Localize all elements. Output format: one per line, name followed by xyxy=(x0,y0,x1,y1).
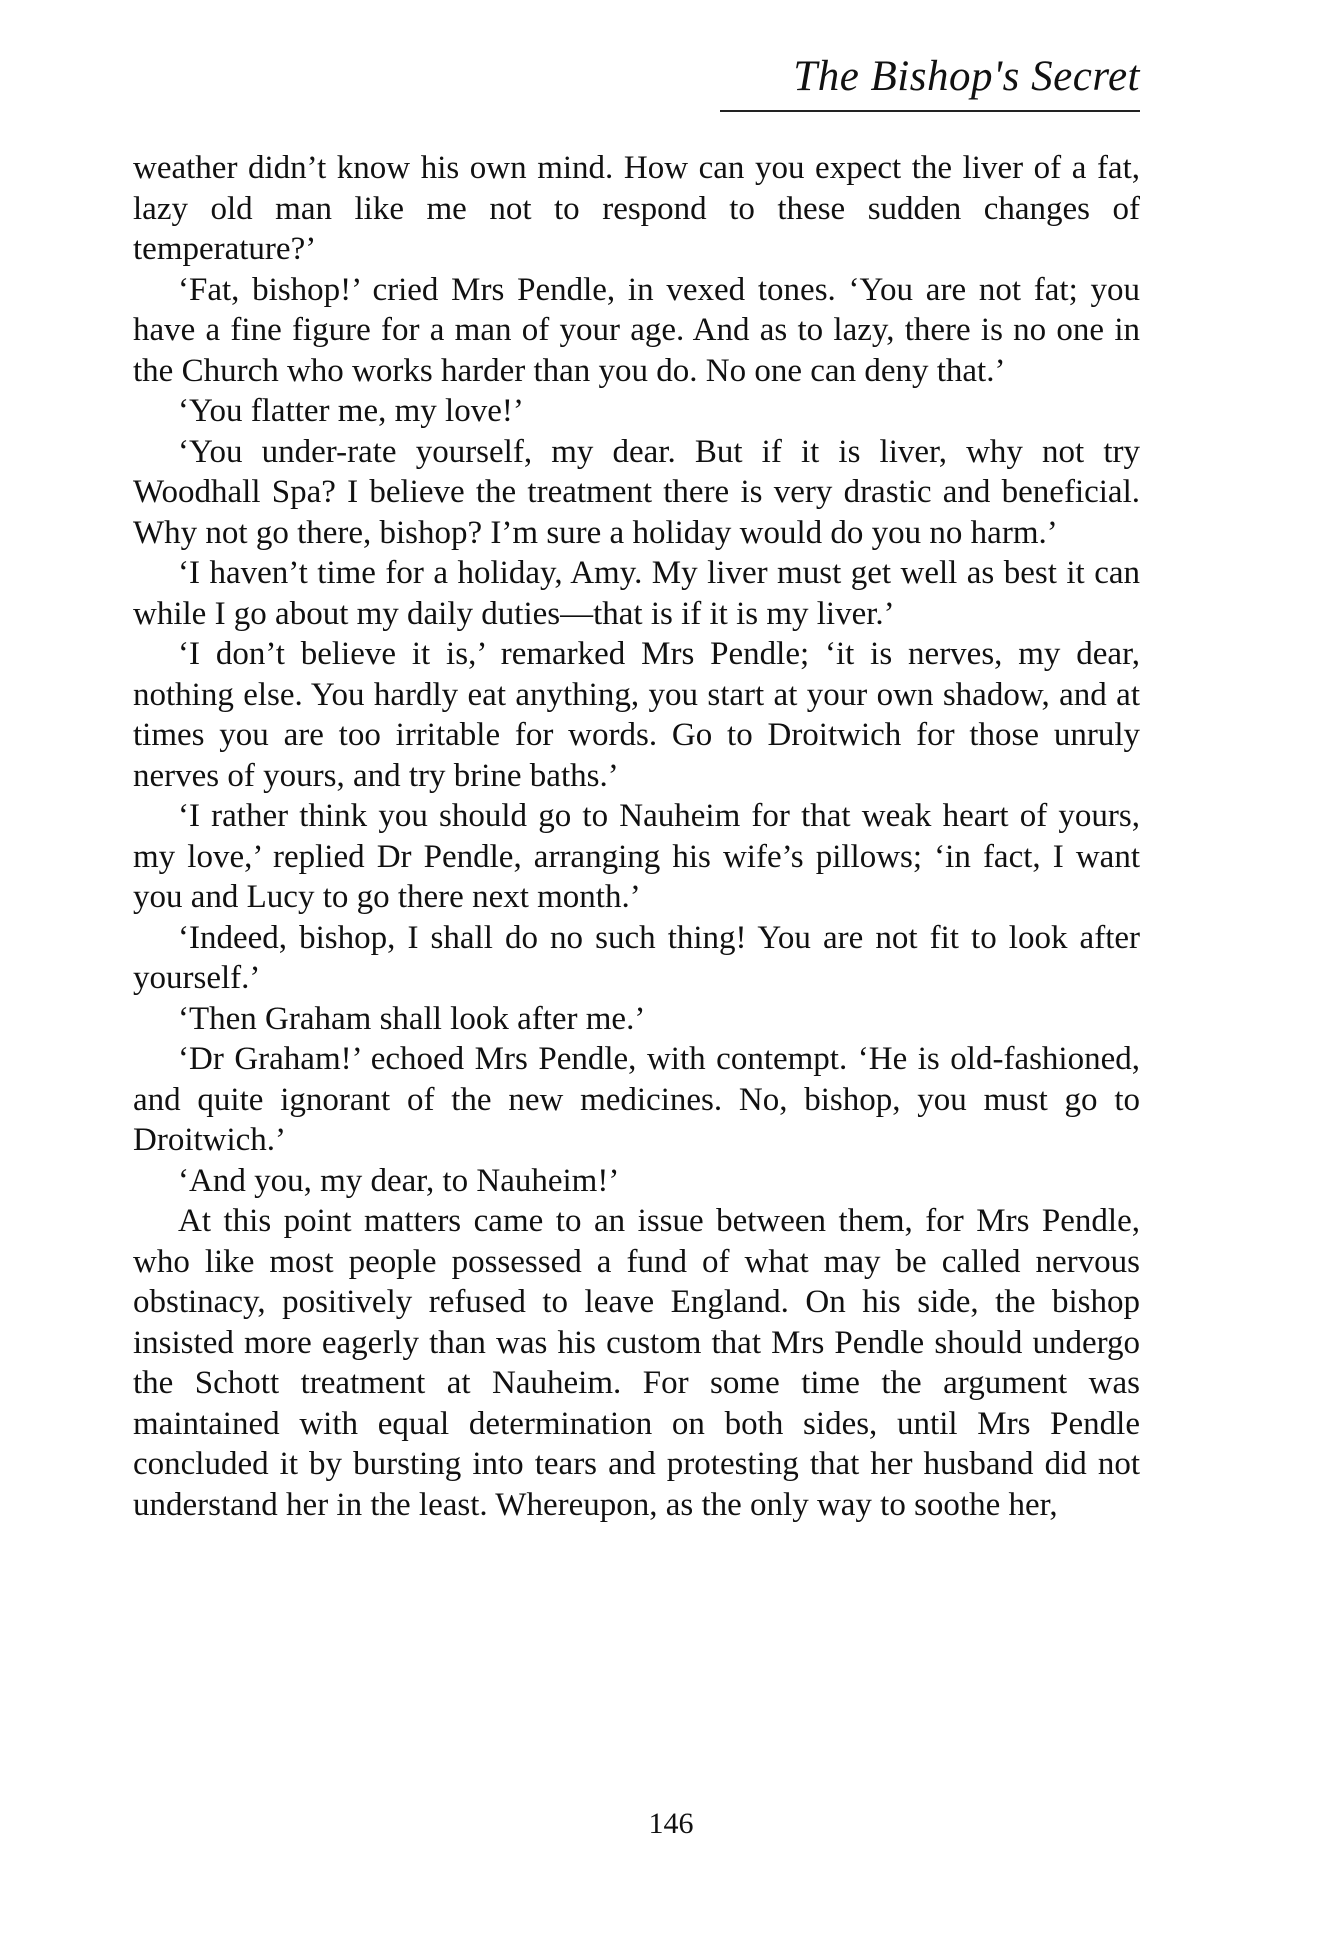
paragraph: ‘Fat, bishop!’ cried Mrs Pendle, in vexed tones. ‘You are not fat; you have a fine figure for a man of your age. And as to lazy, there is no one in the Church who works harder than you do. No one can deny that.’ xyxy=(133,271,1140,389)
paragraph: ‘I haven’t time for a holiday, Amy. My liver must get well as best it can while I go about my daily duties—that is if it is my liver.’ xyxy=(133,555,1140,632)
paragraph: ‘I don’t believe it is,’ remarked Mrs Pendle; ‘it is nerves, my dear, nothing else. You hardly eat anything, you start at your own shadow, and at times you are too irritable for words. Go to Droitwich for those unruly nerves of yours, and try brine baths.’ xyxy=(133,636,1140,794)
paragraph: ‘I rather think you should go to Nauheim for that weak heart of yours, my love,’ replied Dr Pendle, arranging his wife’s pillows; ‘in fact, I want you and Lucy to go there next month.’ xyxy=(133,798,1140,915)
body-text xyxy=(133,148,1140,1525)
paragraph: At this point matters came to an issue between them, for Mrs Pendle, who like most people possessed a fund of what may be called nervous obstinacy, positively refused to leave England. On his side, the bishop insisted more eagerly than was his custom that Mrs Pendle should undergo the Schott treatment at Nauheim. For some time the argument was maintained with equal determination on both sides, until Mrs Pendle concluded it by bursting into tears and protesting that her husband did not understand her in the least. Whereupon, as the only way to soothe her, xyxy=(133,1203,1140,1523)
paragraph: ‘And you, my dear, to Nauheim!’ xyxy=(178,1162,620,1199)
running-head: The Bishop's Secret xyxy=(793,53,1140,100)
paragraph: ‘You flatter me, my love!’ xyxy=(178,393,524,429)
page-number: 146 xyxy=(648,1807,694,1840)
paragraph: ‘Indeed, bishop, I shall do no such thing! You are not fit to look after yourself.’ xyxy=(133,919,1140,996)
paragraph: ‘You under-rate yourself, my dear. But if it is liver, why not try Woodhall Spa? I believe the treatment there is very drastic and beneficial. Why not go there, bishop? I’m sure a holiday would do you no harm.’ xyxy=(133,433,1140,551)
paragraph: ‘Then Graham shall look after me.’ xyxy=(178,1000,646,1037)
paragraph: weather didn’t know his own mind. How can you expect the liver of a fat, lazy old man like me not to respond to these sudden changes of temperature?’ xyxy=(133,150,1140,267)
paragraph: ‘Dr Graham!’ echoed Mrs Pendle, with contempt. ‘He is old-fashioned, and quite ignorant of the new medicines. No, bishop, you must go to Droitwich.’ xyxy=(133,1041,1140,1158)
header-rule xyxy=(720,110,1140,112)
